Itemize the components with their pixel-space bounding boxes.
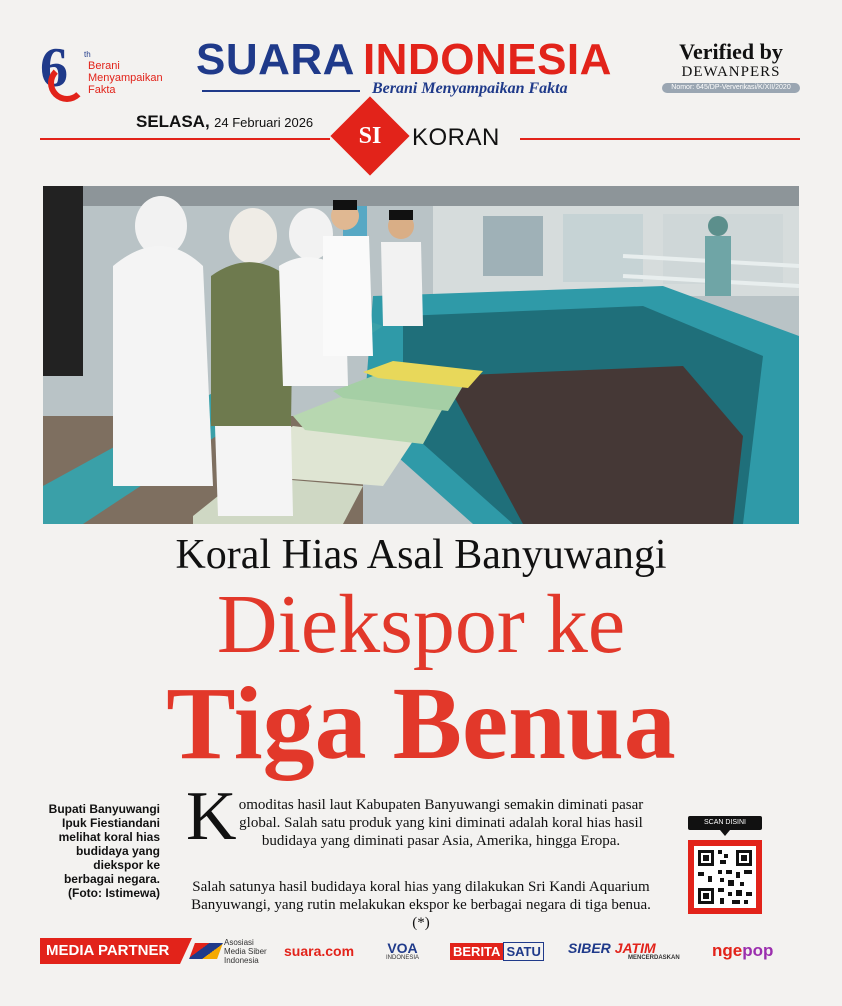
beritasatu-part1: BERITA [450,943,503,960]
qr-code[interactable] [688,840,762,914]
anniversary-suffix: th [84,50,91,59]
partner-amsi[interactable] [192,938,267,964]
voa-text: VOA [387,939,418,956]
coral-tank-photo-illustration [43,186,799,524]
media-partner-bar [40,938,800,964]
amsi-text [224,938,267,965]
partner-ngepop[interactable] [712,938,773,964]
issue-day: SELASA, [136,112,210,131]
headline-line1: Koral Hias Asal Banyuwangi [175,532,667,578]
article-dropcap: K [186,778,237,855]
dateline-rule-left [40,138,330,140]
siberjatim-part1: SIBER [568,939,615,956]
masthead-title [196,36,646,84]
amsi-logo-icon [189,943,223,959]
headline-line2: Diekspor ke [216,578,626,671]
ngepop-part1: nge [712,941,743,960]
masthead-tagline: Berani Menyampaikan Fakta [372,80,568,97]
masthead-title-part1: SUARA [196,35,355,84]
voa-sub: INDONESIA [386,954,420,961]
verified-line2: DEWANPERS [681,64,781,80]
scan-arrow-icon [720,830,730,836]
anniversary-logo [40,37,200,102]
verified-line1: Verified by [679,39,783,64]
media-partner-label: MEDIA PARTNER [40,938,180,964]
amsi-line2: Media Siber [224,946,267,956]
siberjatim-sub: MENCERDASKAN [628,954,680,961]
verified-number: Nomor: 645/DP-Ververikasi/K/XII/2020 [662,83,800,93]
article-paragraph-1: omoditas hasil laut Kabupaten Banyuwangi semakin diminati pasar global. Salah satu produk yang kini diminati adalah koral hias hasil budidaya yang diminati pasar Asia, Amerika, hingga Eropa. [238,797,644,849]
si-badge-text: SI [358,122,382,149]
masthead-rule [202,90,360,92]
amsi-line1: Asosiasi [224,937,254,947]
beritasatu-part2: SATU [503,942,543,961]
photo-caption: Bupati Banyuwangi Ipuk Fiestiandani melihat koral hias budidaya yang diekspor ke berbagai negara. (Foto: Istimewa) [48,802,160,900]
headline-line3: Tiga Benua [166,666,676,781]
partner-siberjatim[interactable] [568,938,680,964]
anniversary-tagline: Berani Menyampaikan Fakta [88,60,163,96]
issue-date [136,112,313,132]
anniversary-number: 6 [40,37,68,99]
partner-voa[interactable] [386,938,419,964]
dateline-rule-right [520,138,800,140]
siberjatim-part2: JATIM [614,939,656,956]
siberjatim-text [568,941,656,955]
issue-date-text: 24 Februari 2026 [214,115,314,130]
section-label: KORAN [412,124,500,151]
article-photo [43,186,799,524]
partner-suara[interactable]: suara.com [284,943,355,959]
article-paragraph-2: Salah satunya hasil budidaya koral hias yang dilakukan Sri Kandi Aquarium Banyuwangi, yang rutin melakukan ekspor ke berbagai negara di tiga benua. (*) [191,879,651,931]
masthead [196,36,646,96]
qr-code-icon [694,846,756,908]
masthead-title-part2: INDONESIA [362,35,612,84]
ngepop-part2: pop [742,941,774,960]
verified-badge [662,40,800,102]
amsi-line3: Indonesia [224,955,259,965]
partner-beritasatu[interactable] [450,938,544,964]
scan-label: SCAN DISINI [688,816,762,830]
